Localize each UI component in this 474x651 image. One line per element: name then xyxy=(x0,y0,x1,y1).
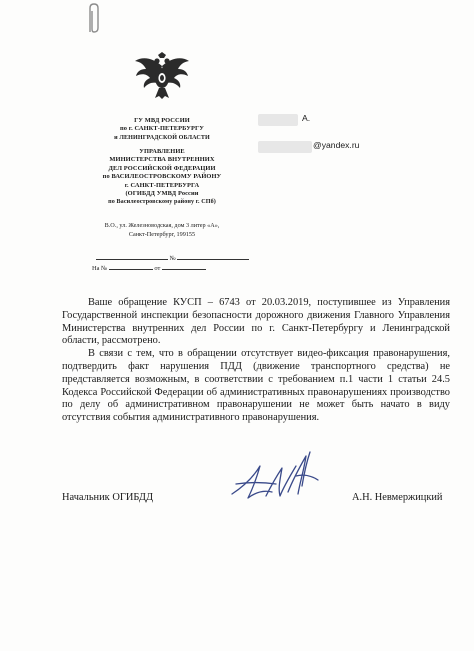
recipient-email: @yandex.ru xyxy=(313,140,360,150)
body-paragraph: В связи с тем, что в обращении отсутствует видео-фиксация правонарушения, подтвердить факт нарушения ПДД (движение транспортного средства) не представляется возможным, в соответствии с требованием п.1 части 1 статьи 24.5 Кодекса Российской Федерации об административных правонарушениях производство по делу об административном правонарушении не может быть начато в виду отсутствия события административного правонарушения. xyxy=(62,348,450,424)
blank-field xyxy=(109,263,153,270)
letterhead-line: ГУ МВД РОССИИ xyxy=(134,117,190,124)
letterhead-line: МИНИСТЕРСТВА ВНУТРЕННИХ xyxy=(109,156,215,164)
reply-from-label: от xyxy=(154,265,161,272)
letterhead-address xyxy=(62,222,262,239)
blank-field xyxy=(177,253,249,260)
reply-to-label: На № xyxy=(92,265,108,272)
letterhead-line: и ЛЕНИНГРАДСКОЙ ОБЛАСТИ xyxy=(114,134,210,141)
registration-number-line xyxy=(96,253,249,262)
recipient-name: А. xyxy=(302,113,311,123)
letter-body xyxy=(62,297,450,425)
letterhead-line: (ОГИБДД УМВД России xyxy=(125,190,199,198)
address-line: В.О., ул. Железноводская, дом 3 литер «А», xyxy=(104,222,220,229)
letterhead-line: по Василеостровскому району г. СПб) xyxy=(108,199,216,206)
letterhead-line: УПРАВЛЕНИЕ xyxy=(139,148,185,155)
body-paragraph: Ваше обращение КУСП – 6743 от 20.03.2019, поступившее из Управления Государственной инспекции безопасности дорожного движения Главного Управления Министерства внутренних дел России по г. Санкт-Петербургу и Ленинградской области, рассмотрено. xyxy=(62,297,450,347)
letterhead-department xyxy=(62,148,262,207)
letterhead-ministry xyxy=(62,117,262,142)
letterhead-line: по г. САНКТ-ПЕТЕРБУРГУ xyxy=(120,125,204,133)
blank-field xyxy=(162,263,206,270)
signatory-name: А.Н. Невмержицкий xyxy=(352,492,443,503)
paper-clip-icon xyxy=(84,2,104,36)
letterhead-line: по ВАСИЛЕОСТРОВСКОМУ РАЙОНУ xyxy=(102,173,222,181)
reply-reference-line xyxy=(92,263,206,272)
signatory-role: Начальник ОГИБДД xyxy=(62,492,154,503)
redacted-recipient-name xyxy=(258,114,298,126)
handwritten-signature xyxy=(226,446,322,508)
number-label: № xyxy=(169,255,176,262)
blank-field xyxy=(96,253,168,260)
letterhead-line: г. САНКТ-ПЕТЕРБУРГА xyxy=(124,181,200,189)
mvd-eagle-emblem-icon xyxy=(133,52,191,100)
letterhead-line: ДЕЛ РОССИЙСКОЙ ФЕДЕРАЦИИ xyxy=(108,164,216,172)
redacted-recipient-email xyxy=(258,141,312,153)
address-line: Санкт-Петербург, 199155 xyxy=(128,230,196,238)
